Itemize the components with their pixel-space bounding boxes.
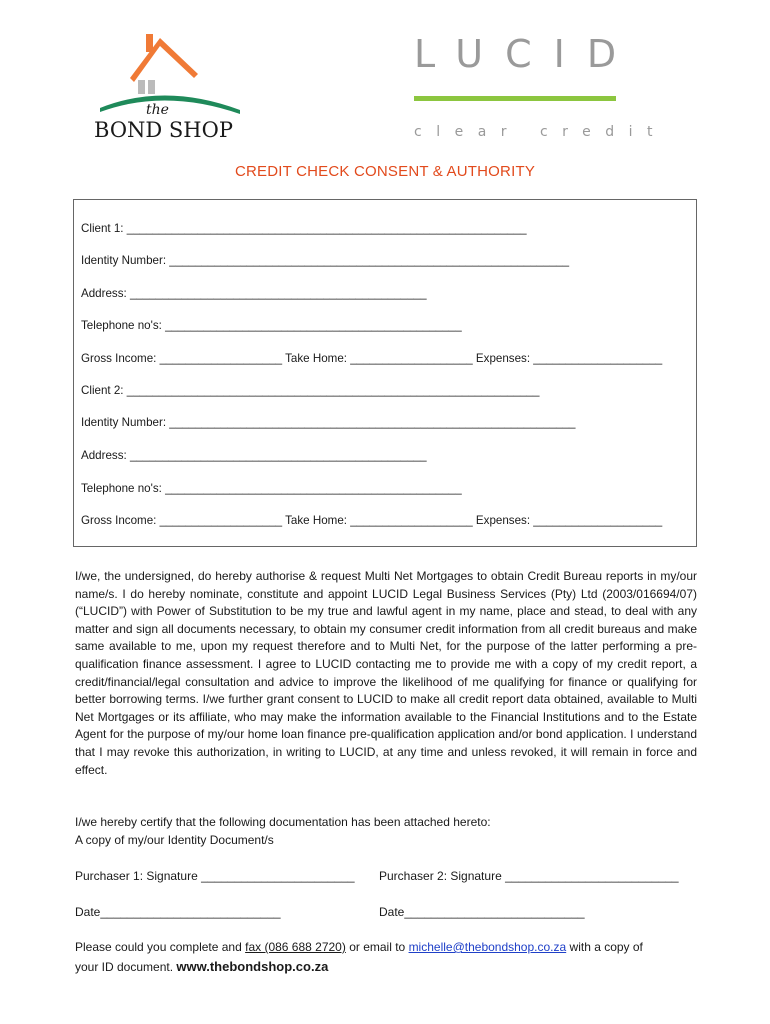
house-roof-icon — [90, 30, 260, 115]
footer-line2-text: your ID document. — [75, 960, 177, 974]
lucid-tagline: clear credit — [414, 124, 668, 140]
certify-line: I/we hereby certify that the following documentation has been attached hereto: — [75, 815, 491, 829]
client2-income-field[interactable]: Gross Income: ___________________ Take Home: ___________________ Expenses: ____________________ — [81, 514, 663, 527]
client2-id-field[interactable]: Identity Number: _______________________________________________________________ — [81, 416, 576, 429]
client1-address-field[interactable]: Address: ______________________________________________ — [81, 287, 427, 300]
footer-line-1 — [75, 940, 643, 954]
client2-telephone-field[interactable]: Telephone no's: ______________________________________________ — [81, 482, 462, 495]
lucid-bar — [414, 96, 616, 101]
purchaser1-signature-field[interactable]: Purchaser 1: Signature _______________________ — [75, 869, 355, 883]
footer-pre-text: Please could you complete and — [75, 940, 246, 954]
purchaser2-signature-field[interactable]: Purchaser 2: Signature __________________________ — [379, 869, 679, 883]
footer-line-2 — [75, 959, 328, 974]
client2-name-field[interactable]: Client 2: ________________________________________________________________ — [81, 384, 540, 397]
certify-doc-line: A copy of my/our Identity Document/s — [75, 833, 274, 847]
fax-link[interactable]: fax (086 688 2720) — [245, 940, 346, 954]
date2-field[interactable]: Date___________________________ — [379, 905, 585, 919]
lucid-name: LUCID — [414, 32, 639, 76]
lucid-logo — [412, 30, 668, 145]
consent-paragraph: I/we, the undersigned, do hereby authorise & request Multi Net Mortgages to obtain Credit Bureau reports in my/our name/s. I do hereby nominate, constitute and appoint LUCID Legal Business Services (Pty) Ltd (2003/016694/07) (“LUCID”) with Power of Substitution to be my true and lawful agent in my name, place and stead, to deal with any matter and sign all documents necessary, to obtain my consumer credit information from all credit bureaus and make same available to me, upon my request therefore and to Multi Net, for the purpose of the latter performing a pre-qualification finance assessment. I agree to LUCID contacting me to provide me with a copy of my credit report, a credit/financial/legal consultation and advice to improve the likelihood of me qualifying for finance or qualifying for better borrowing terms. I/we further grant consent to LUCID to make all credit report data obtained, available to Multi Net Mortgages or its affiliate, who may make the information available to the Financial Institutions and to the Estate Agent for the purpose of my/our home loan finance pre-qualification application and/or bond application. I understand that I may revoke this authorization, in writing to LUCID, at any time and unless revoked, it will remain in force and effect. — [75, 569, 697, 777]
page-title: CREDIT CHECK CONSENT & AUTHORITY — [234, 163, 536, 180]
client2-address-field[interactable]: Address: ______________________________________________ — [81, 449, 427, 462]
email-link[interactable]: michelle@thebondshop.co.za — [408, 940, 567, 954]
website-link[interactable]: www.thebondshop.co.za — [176, 959, 329, 974]
client1-income-field[interactable]: Gross Income: ___________________ Take Home: ___________________ Expenses: ____________________ — [81, 352, 663, 365]
bondshop-the: the — [146, 102, 169, 118]
bondshop-logo — [90, 30, 260, 145]
client1-telephone-field[interactable]: Telephone no's: ______________________________________________ — [81, 319, 462, 332]
footer-mid-text: or email to — [345, 940, 409, 954]
client1-name-field[interactable]: Client 1: ______________________________________________________________ — [81, 222, 527, 235]
footer-post-text: with a copy of — [566, 940, 643, 954]
client1-id-field[interactable]: Identity Number: ______________________________________________________________ — [81, 254, 570, 267]
bondshop-name: BOND SHOP — [94, 118, 233, 142]
date1-field[interactable]: Date___________________________ — [75, 905, 281, 919]
